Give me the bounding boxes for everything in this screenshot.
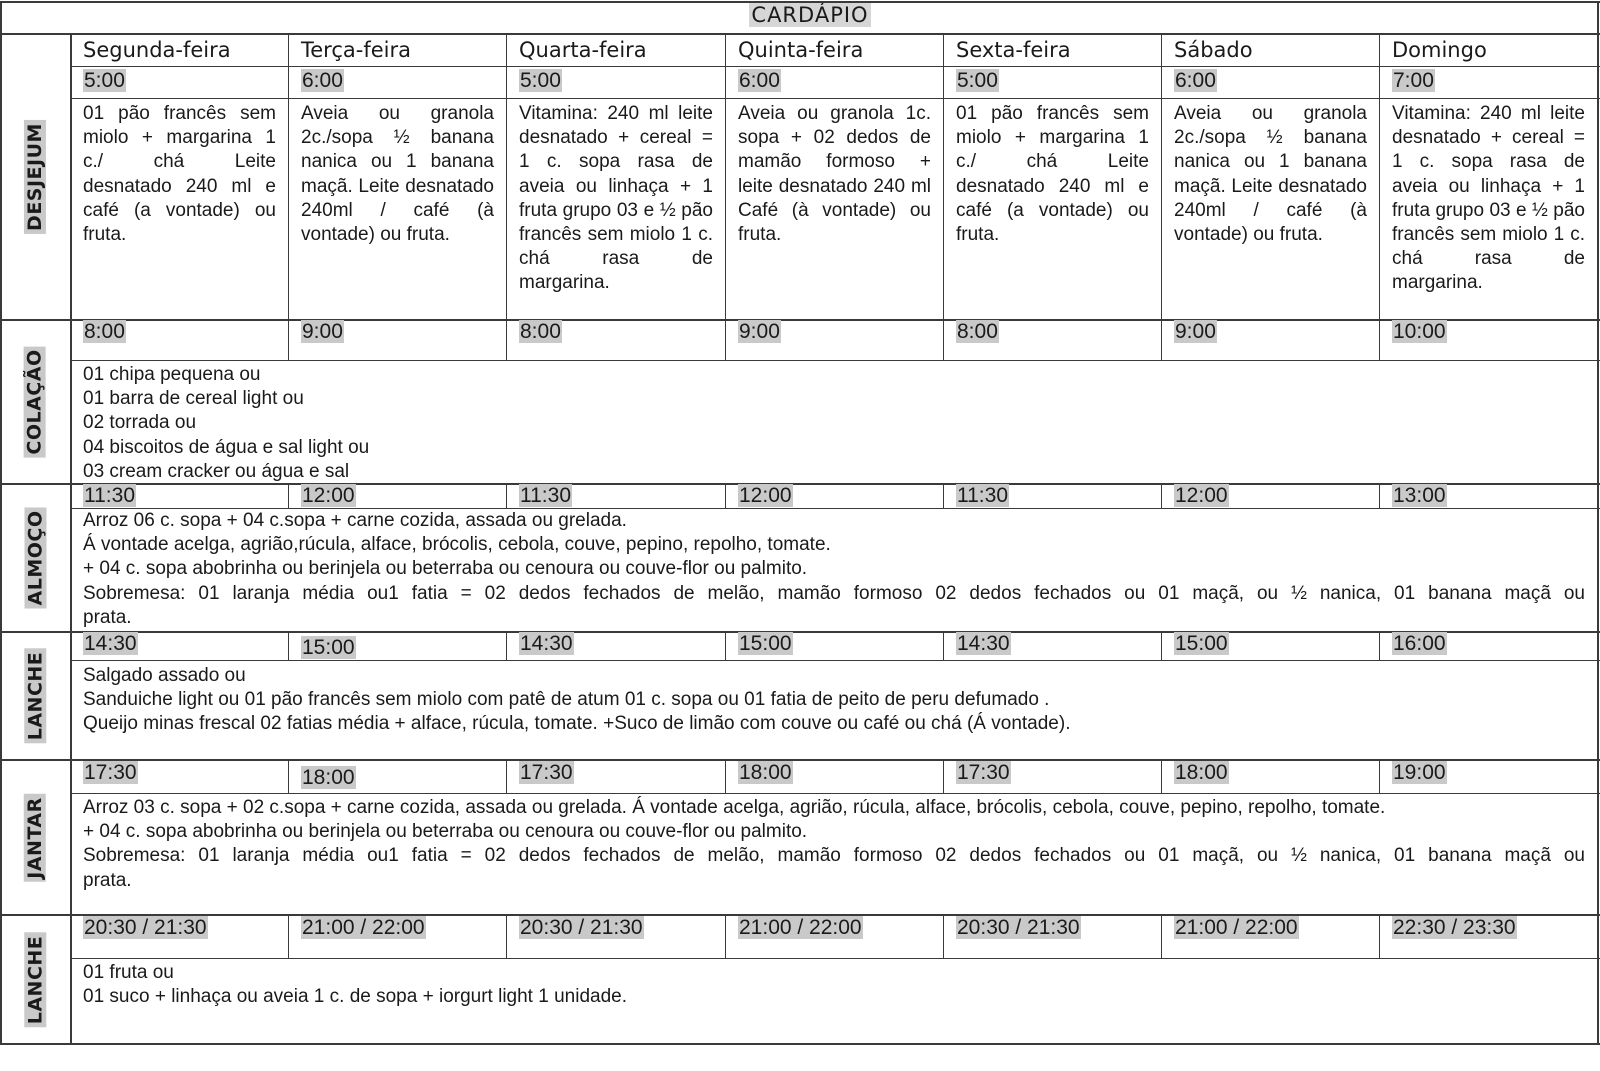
time-cell: 11:30 [84, 484, 135, 507]
time-cell: 9:00 [1175, 320, 1216, 343]
text-line: + 04 c. sopa abobrinha ou berinjela ou beterraba ou cenoura ou couve-flor ou palmito. [83, 821, 808, 843]
time-cell: 6:00 [739, 69, 780, 92]
text-line: Arroz 03 c. sopa + 02 c.sopa + carne cozida, assada ou grelada. Á vontade acelga, agrião, rúcula, alface, brócolis, cebola, couve, pepino, repolho, tomate. [83, 797, 1386, 818]
time-cell: 12:00 [739, 484, 792, 507]
meal-label-colacao: COLAÇÃO [0, 321, 70, 483]
lanche-text [70, 661, 1597, 759]
time-cell: 8:00 [957, 320, 998, 343]
time-cell: 5:00 [957, 69, 998, 92]
page-title: CARDÁPIO [751, 3, 869, 27]
text-line: 01 barra de cereal light ou [83, 388, 304, 410]
almoco-text [70, 508, 1597, 631]
time-cell: 18:00 [1175, 761, 1228, 784]
time-cell: 13:00 [1393, 484, 1446, 507]
time-cell: 15:00 [739, 632, 792, 655]
day-header: Terça-feira [301, 38, 411, 62]
text-line: 01 fruta ou [83, 962, 174, 983]
dessert-line: prata. [83, 606, 132, 628]
text-line: Arroz 06 c. sopa + 04 c.sopa + carne cozida, assada ou grelada. [83, 510, 627, 531]
time-cell: 10:00 [1393, 320, 1446, 343]
desjejum-cell: Aveia ou granola 2c./sopa ½ banana nanica ou 1 banana maçã. Leite desnatado 240ml / café (à vontade) ou fruta. [301, 103, 494, 246]
meal-label-desjejum: DESJEJUM [0, 35, 70, 319]
dessert-line: prata. [83, 869, 132, 891]
time-cell: 12:00 [1175, 484, 1228, 507]
rule [0, 1043, 1600, 1045]
time-cell: 21:00 / 22:00 [302, 916, 425, 939]
time-cell: 14:30 [520, 632, 573, 655]
time-cell: 21:00 / 22:00 [739, 916, 862, 939]
text-line: 03 cream cracker ou água e sal [83, 460, 350, 482]
desjejum-cell: Aveia ou granola 1c. sopa + 02 dedos de mamão formoso + leite desnatado 240 ml Café (à vontade) ou fruta. [738, 103, 931, 246]
dessert-line: Sobremesa: 01 laranja média ou1 fatia = 02 dedos fechados de melão, mamão formoso 02 dedos fechados ou 01 maçã, ou ½ nanica, 01 banana maçã ou [83, 582, 1585, 604]
time-cell: 5:00 [84, 69, 125, 92]
time-cell: 11:30 [520, 484, 571, 507]
day-header: Quinta-feira [738, 38, 864, 62]
time-cell: 11:30 [957, 484, 1008, 507]
jantar-text [70, 794, 1597, 914]
time-cell: 6:00 [1175, 69, 1216, 92]
day-header: Quarta-feira [519, 38, 647, 62]
desjejum-cell: Vitamina: 240 ml leite desnatado + cereal = 1 c. sopa rasa de aveia ou linhaça + 1 fruta grupo 03 e ½ pão francês sem miolo 1 c. chá rasa de margarina. [1392, 103, 1585, 294]
time-cell: 7:00 [1393, 69, 1434, 92]
text-line: Sanduiche light ou 01 pão francês sem miolo com patê de atum 01 c. sopa ou 01 fatia de peito de peru defumado . [83, 689, 1050, 711]
lanche-noite-text [70, 959, 1597, 1043]
time-cell: 9:00 [302, 320, 343, 343]
time-cell: 20:30 / 21:30 [957, 916, 1080, 939]
time-cell: 15:00 [302, 636, 355, 659]
meal-label-almoco: ALMOÇO [0, 485, 70, 631]
dessert-line: Sobremesa: 01 laranja média ou1 fatia = 02 dedos fechados de melão, mamão formoso 02 dedos fechados ou 01 maçã, ou ½ nanica, 01 banana maçã ou [83, 845, 1585, 867]
rule [0, 1, 1600, 3]
time-cell: 21:00 / 22:00 [1175, 916, 1298, 939]
time-cell: 20:30 / 21:30 [84, 916, 207, 939]
desjejum-cell: Aveia ou granola 2c./sopa ½ banana nanica ou 1 banana maçã. Leite desnatado 240ml / café (à vontade) ou fruta. [1174, 103, 1367, 246]
time-cell: 19:00 [1393, 761, 1446, 784]
rule [1597, 1, 1599, 1045]
text-line: 01 chipa pequena ou [83, 364, 261, 385]
meal-label-lanche-noite: LANCHE [0, 916, 70, 1043]
desjejum-cell: Vitamina: 240 ml leite desnatado + cereal = 1 c. sopa rasa de aveia ou linhaça + 1 fruta grupo 03 e ½ pão francês sem miolo 1 c. chá rasa de margarina. [519, 103, 713, 294]
time-cell: 18:00 [739, 761, 792, 784]
text-line: Salgado assado ou [83, 665, 246, 686]
time-cell: 8:00 [84, 320, 125, 343]
time-cell: 17:30 [84, 761, 137, 784]
meal-label-jantar: JANTAR [0, 761, 70, 914]
time-cell: 9:00 [739, 320, 780, 343]
rule [70, 66, 1600, 67]
rule [70, 98, 1600, 99]
time-cell: 5:00 [520, 69, 561, 92]
text-line: 02 torrada ou [83, 412, 197, 434]
meal-label-lanche: LANCHE [0, 633, 70, 759]
day-header: Sábado [1174, 38, 1253, 62]
text-line: + 04 c. sopa abobrinha ou berinjela ou beterraba ou cenoura ou couve-flor ou palmito. [83, 558, 808, 580]
day-header: Sexta-feira [956, 38, 1071, 62]
time-cell: 14:30 [84, 632, 137, 655]
day-header: Domingo [1392, 38, 1487, 62]
text-line: 01 suco + linhaça ou aveia 1 c. de sopa + iorgurt light 1 unidade. [83, 986, 627, 1008]
time-cell: 15:00 [1175, 632, 1228, 655]
time-cell: 16:00 [1393, 632, 1446, 655]
time-cell: 12:00 [302, 484, 355, 507]
day-header: Segunda-feira [83, 38, 231, 62]
time-cell: 22:30 / 23:30 [1393, 916, 1516, 939]
text-line: Queijo minas frescal 02 fatias média + alface, rúcula, tomate. +Suco de limão com couve ou café ou chá (Á vontade). [83, 713, 1071, 735]
colacao-text [70, 361, 1597, 483]
desjejum-cell: 01 pão francês sem miolo + margarina 1 c./ chá Leite desnatado 240 ml e café (a vontade) ou fruta. [83, 103, 276, 246]
time-cell: 20:30 / 21:30 [520, 916, 643, 939]
desjejum-cell: 01 pão francês sem miolo + margarina 1 c./ chá Leite desnatado 240 ml e café (a vontade) ou fruta. [956, 103, 1149, 246]
time-cell: 6:00 [302, 69, 343, 92]
text-line: 04 biscoitos de água e sal light ou [83, 436, 370, 458]
time-cell: 17:30 [520, 761, 573, 784]
time-cell: 14:30 [957, 632, 1010, 655]
time-cell: 18:00 [302, 766, 355, 789]
time-cell: 8:00 [520, 320, 561, 343]
text-line: Á vontade acelga, agrião,rúcula, alface, brócolis, cebola, couve, pepino, repolho, tomate. [83, 534, 831, 556]
time-cell: 17:30 [957, 761, 1010, 784]
